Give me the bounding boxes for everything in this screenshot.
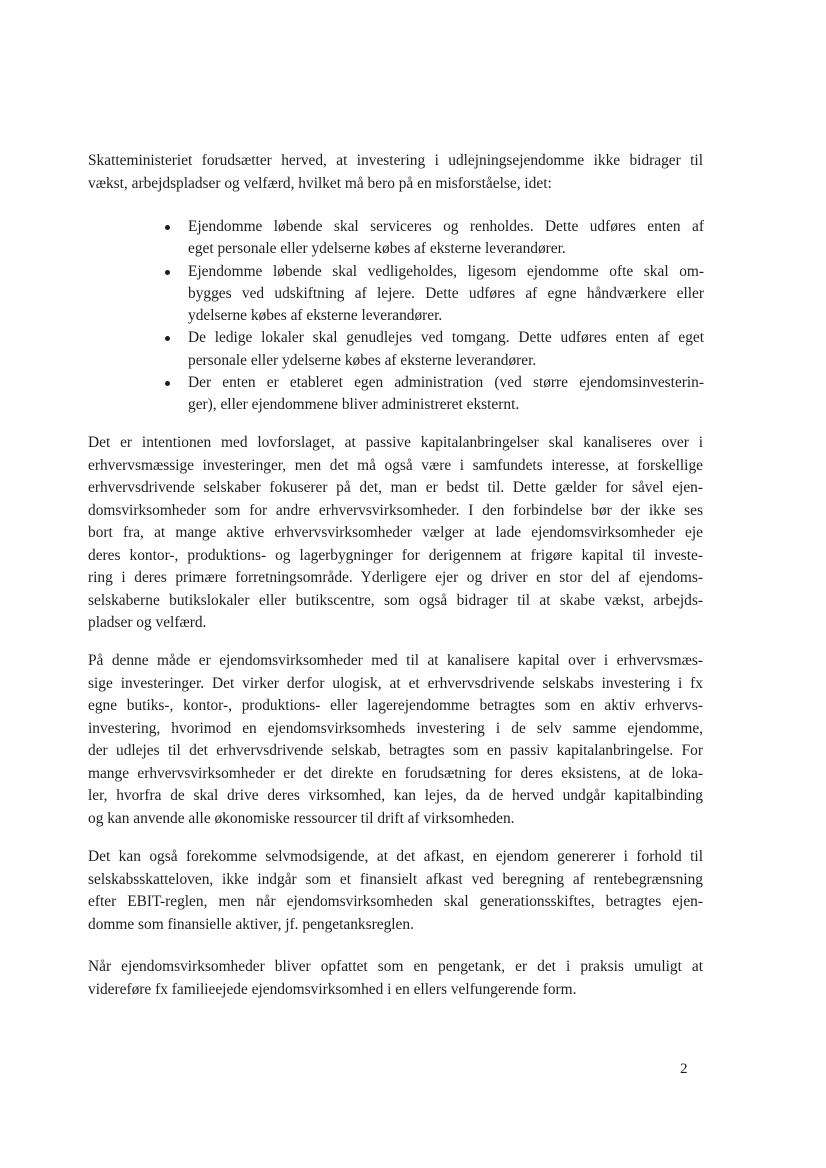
text-line: egne butiks-, kontor-, produktions- eller lagerejendomme betragtes som en aktiv erhvervs-: [88, 697, 703, 714]
page-number: 2: [680, 1061, 688, 1077]
text-line: eget personale eller ydelserne købes af eksterne leverandører.: [188, 240, 566, 258]
bullet-icon: [165, 225, 170, 230]
text-line: Det kan også forekomme selvmodsigende, at det afkast, en ejendom genererer i forhold til: [88, 848, 703, 865]
text-line: På denne måde er ejendomsvirksomheder med til at kanalisere kapital over i erhvervsmæs-: [88, 652, 703, 669]
text-line: og kan anvende alle økonomiske ressourcer til drift af virksomheden.: [88, 809, 515, 827]
text-line: investering, hvorimod en ejendomsvirksomheds investering i de selv samme ejendomme,: [88, 719, 703, 737]
text-line: ger), eller ejendommene bliver administreret eksternt.: [188, 396, 520, 414]
text-line: mange erhvervsvirksomheder er det direkte en forudsætning for deres eksistens, at de loka-: [88, 764, 703, 782]
body-paragraph: [88, 956, 703, 1001]
bullet-item: [188, 327, 704, 372]
text-line: bygges ved udskiftning af lejere. Dette udføres af egne håndværkere eller: [188, 284, 704, 302]
text-line: Der enten er etableret egen administration (ved større ejendomsinvesterin-: [188, 374, 704, 392]
body-paragraph: [88, 846, 703, 936]
text-line: sige investeringer. Det virker derfor ulogisk, at et erhvervsdrivende selskabs investering i fx: [88, 674, 703, 692]
bullet-item: [188, 261, 704, 328]
body-paragraph: [88, 432, 703, 635]
intro-paragraph: [88, 150, 703, 195]
bullet-icon: [165, 270, 170, 275]
bullet-item: [188, 216, 704, 261]
text-line: vækst, arbejdspladser og velfærd, hvilket må bero på en misforståelse, idet:: [88, 174, 552, 192]
bullet-icon: [165, 336, 170, 341]
text-line: Ejendomme løbende skal serviceres og renholdes. Dette udføres enten af: [188, 218, 704, 235]
text-line: ler, hvorfra de skal drive deres virksomhed, kan lejes, da de herved undgår kapitalbinding: [88, 787, 703, 804]
text-line: erhvervsdrivende selskaber fokuserer på det, man er bedst til. Dette gælder for såvel ejen-: [88, 479, 703, 496]
text-line: personale eller ydelserne købes af eksterne leverandører.: [188, 351, 537, 369]
text-line: deres kontor-, produktions- og lagerbygninger for derigennem at frigøre kapital til investe-: [88, 546, 703, 564]
body-paragraph: [88, 650, 703, 830]
text-line: Ejendomme løbende skal vedligeholdes, ligesom ejendomme ofte skal om-: [188, 262, 704, 280]
text-line: pladser og velfærd.: [88, 614, 207, 631]
text-line: der udlejes til det erhvervsdrivende selskab, betragtes som en passiv kapitalanbringelse. For: [88, 742, 703, 759]
text-line: ring i deres primære forretningsområde. Yderligere ejer og driver en stor del af ejendoms-: [88, 569, 703, 586]
bullet-icon: [165, 381, 170, 386]
text-line: videreføre fx familieejede ejendomsvirksomhed i en ellers velfungerende form.: [88, 980, 577, 998]
text-line: domme som finansielle aktiver, jf. pengetanksreglen.: [88, 915, 414, 933]
text-line: bort fra, at mange aktive erhvervsvirksomheder vælger at lade ejendomsvirksomheder eje: [88, 524, 703, 541]
text-line: Skatteministeriet forudsætter herved, at investering i udlejningsejendomme ikke bidrager til: [88, 152, 703, 169]
text-line: domsvirksomheder som for andre erhvervsvirksomheder. I den forbindelse bør der ikke ses: [88, 501, 703, 519]
text-line: ydelserne købes af eksterne leverandører.: [188, 307, 443, 325]
text-line: Når ejendomsvirksomheder bliver opfattet som en pengetank, er det i praksis umuligt at: [88, 958, 703, 975]
bullet-list: [188, 216, 704, 417]
text-line: Det er intentionen med lovforslaget, at passive kapitalanbringelser skal kanaliseres over i: [88, 434, 703, 451]
text-line: erhvervsmæssige investeringer, men det må også være i samfundets interesse, at forskellige: [88, 456, 703, 474]
text-line: De ledige lokaler skal genudlejes ved tomgang. Dette udføres enten af eget: [188, 329, 704, 347]
text-line: efter EBIT-reglen, men når ejendomsvirksomheden skal generationsskiftes, betragtes ejen-: [88, 893, 703, 910]
bullet-item: [188, 372, 704, 417]
text-line: selskabsskatteloven, ikke indgår som et finansielt afkast ved beregning af rentebegrænsning: [88, 870, 703, 888]
text-line: selskaberne butikslokaler eller butikscentre, som også bidrager til at skabe vækst, arbejds-: [88, 591, 703, 609]
